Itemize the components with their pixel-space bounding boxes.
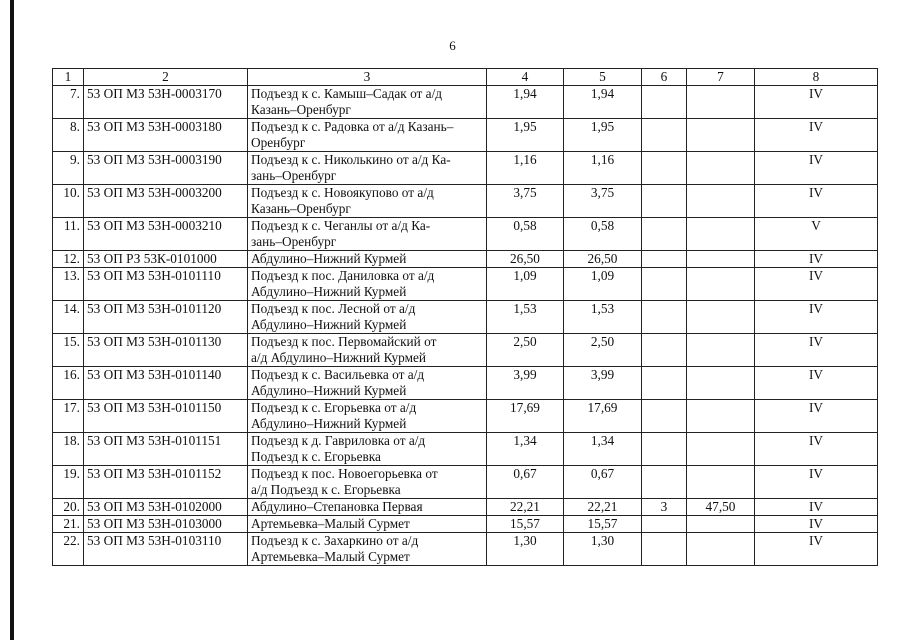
column-6-cell: [642, 400, 687, 433]
length-total-cell: 3,75: [564, 185, 642, 218]
table-row: [53, 533, 878, 566]
column-header-8: 8: [755, 69, 878, 86]
road-category-cell: IV: [755, 466, 878, 499]
road-name-line: Абдулино–Нижний Курмей: [251, 284, 407, 299]
row-number-cell: 7.: [53, 86, 84, 119]
table-row: [53, 433, 878, 466]
road-code-cell: 53 ОП МЗ 53Н-0102000: [84, 499, 248, 516]
column-6-cell: [642, 466, 687, 499]
road-category-cell: IV: [755, 516, 878, 533]
column-7-cell: 47,50: [687, 499, 755, 516]
length-total-cell: 3,99: [564, 367, 642, 400]
column-6-cell: [642, 119, 687, 152]
table-row: [53, 268, 878, 301]
road-name-line: Подъезд к с. Камыш–Садак от а/д: [251, 86, 443, 101]
road-name-cell: [248, 268, 487, 301]
road-name-line: Подъезд к с. Захаркино от а/д: [251, 533, 419, 548]
table-row: [53, 86, 878, 119]
table-row: [53, 367, 878, 400]
road-code-cell: 53 ОП МЗ 53Н-0003200: [84, 185, 248, 218]
column-7-cell: [687, 268, 755, 301]
column-6-cell: [642, 301, 687, 334]
road-name-cell: [248, 533, 487, 566]
row-number-cell: 19.: [53, 466, 84, 499]
road-code-cell: 53 ОП МЗ 53Н-0101130: [84, 334, 248, 367]
road-name-line: Подъезд к пос. Первомайский от: [251, 334, 437, 349]
road-name-line: Подъезд к с. Николькино от а/д Ка-: [251, 152, 451, 167]
road-name-line: Подъезд к пос. Лесной от а/д: [251, 301, 416, 316]
length-cell: 1,09: [487, 268, 564, 301]
table-row: [53, 400, 878, 433]
length-cell: 1,53: [487, 301, 564, 334]
row-number-cell: 14.: [53, 301, 84, 334]
row-number-cell: 13.: [53, 268, 84, 301]
table-row: [53, 466, 878, 499]
column-header-6: 6: [642, 69, 687, 86]
length-total-cell: 1,30: [564, 533, 642, 566]
length-total-cell: 1,95: [564, 119, 642, 152]
column-7-cell: [687, 301, 755, 334]
road-name-line: зань–Оренбург: [251, 168, 337, 183]
column-header-7: 7: [687, 69, 755, 86]
road-name-line: Подъезд к с. Васильевка от а/д: [251, 367, 425, 382]
column-7-cell: [687, 185, 755, 218]
page-number: 6: [449, 38, 456, 53]
row-number-cell: 9.: [53, 152, 84, 185]
road-name-line: зань–Оренбург: [251, 234, 337, 249]
road-name-line: Оренбург: [251, 135, 306, 150]
table-row: [53, 301, 878, 334]
road-code-cell: 53 ОП РЗ 53К-0101000: [84, 251, 248, 268]
road-code-cell: 53 ОП МЗ 53Н-0103110: [84, 533, 248, 566]
column-6-cell: [642, 218, 687, 251]
road-code-cell: 53 ОП МЗ 53Н-0003210: [84, 218, 248, 251]
row-number-cell: 17.: [53, 400, 84, 433]
column-7-cell: [687, 433, 755, 466]
column-7-cell: [687, 152, 755, 185]
road-code-cell: 53 ОП МЗ 53Н-0101150: [84, 400, 248, 433]
column-7-cell: [687, 367, 755, 400]
row-number-cell: 22.: [53, 533, 84, 566]
road-name-line: а/д Подъезд к с. Егорьевка: [251, 482, 401, 497]
road-code-cell: 53 ОП МЗ 53Н-0103000: [84, 516, 248, 533]
length-total-cell: 0,67: [564, 466, 642, 499]
road-category-cell: IV: [755, 268, 878, 301]
row-number-cell: 10.: [53, 185, 84, 218]
length-total-cell: 1,34: [564, 433, 642, 466]
road-category-cell: IV: [755, 400, 878, 433]
road-code-cell: 53 ОП МЗ 53Н-0003190: [84, 152, 248, 185]
road-name-line: Абдулино–Нижний Курмей: [251, 416, 407, 431]
column-6-cell: [642, 367, 687, 400]
column-6-cell: 3: [642, 499, 687, 516]
roads-table: [52, 68, 878, 566]
road-name-line: Казань–Оренбург: [251, 102, 351, 117]
column-7-cell: [687, 533, 755, 566]
length-cell: 2,50: [487, 334, 564, 367]
road-category-cell: IV: [755, 533, 878, 566]
length-cell: 3,75: [487, 185, 564, 218]
column-7-cell: [687, 218, 755, 251]
length-total-cell: 1,09: [564, 268, 642, 301]
table-row: [53, 251, 878, 268]
road-code-cell: 53 ОП МЗ 53Н-0101151: [84, 433, 248, 466]
length-cell: 22,21: [487, 499, 564, 516]
road-name-line: Подъезд к д. Гавриловка от а/д: [251, 433, 426, 448]
road-name-line: а/д Абдулино–Нижний Курмей: [251, 350, 427, 365]
road-name-cell: [248, 185, 487, 218]
table-row: [53, 185, 878, 218]
road-category-cell: IV: [755, 86, 878, 119]
column-header-2: 2: [84, 69, 248, 86]
length-total-cell: 26,50: [564, 251, 642, 268]
column-7-cell: [687, 516, 755, 533]
column-7-cell: [687, 119, 755, 152]
length-cell: 0,67: [487, 466, 564, 499]
road-name-line: Подъезд к с. Егорьевка: [251, 449, 381, 464]
length-total-cell: 1,16: [564, 152, 642, 185]
length-cell: 1,94: [487, 86, 564, 119]
road-category-cell: IV: [755, 367, 878, 400]
column-7-cell: [687, 400, 755, 433]
page-edge-bar: [10, 0, 14, 640]
road-category-cell: IV: [755, 334, 878, 367]
road-name-cell: [248, 301, 487, 334]
column-header-5: 5: [564, 69, 642, 86]
road-category-cell: IV: [755, 251, 878, 268]
road-category-cell: IV: [755, 119, 878, 152]
column-6-cell: [642, 185, 687, 218]
road-name-cell: [248, 334, 487, 367]
road-name-cell: [248, 516, 487, 533]
column-6-cell: [642, 86, 687, 119]
column-6-cell: [642, 251, 687, 268]
table-row: [53, 218, 878, 251]
road-name-line: Артемьевка–Малый Сурмет: [251, 516, 410, 531]
table-row: [53, 516, 878, 533]
road-name-line: Абдулино–Нижний Курмей: [251, 251, 407, 266]
road-name-cell: [248, 119, 487, 152]
road-name-line: Подъезд к с. Новоякупово от а/д: [251, 185, 434, 200]
column-6-cell: [642, 268, 687, 301]
length-total-cell: 1,53: [564, 301, 642, 334]
column-6-cell: [642, 516, 687, 533]
road-name-cell: [248, 152, 487, 185]
road-name-line: Подъезд к пос. Новоегорьевка от: [251, 466, 438, 481]
road-name-cell: [248, 499, 487, 516]
row-number-cell: 15.: [53, 334, 84, 367]
column-6-cell: [642, 533, 687, 566]
road-name-line: Артемьевка–Малый Сурмет: [251, 549, 410, 564]
column-header-3: 3: [248, 69, 487, 86]
row-number-cell: 16.: [53, 367, 84, 400]
length-total-cell: 22,21: [564, 499, 642, 516]
road-name-cell: [248, 367, 487, 400]
road-code-cell: 53 ОП МЗ 53Н-0101110: [84, 268, 248, 301]
column-header-1: 1: [53, 69, 84, 86]
road-name-cell: [248, 433, 487, 466]
table-row: [53, 334, 878, 367]
road-name-line: Абдулино–Нижний Курмей: [251, 383, 407, 398]
road-name-line: Подъезд к пос. Даниловка от а/д: [251, 268, 435, 283]
road-name-line: Абдулино–Нижний Курмей: [251, 317, 407, 332]
length-cell: 1,34: [487, 433, 564, 466]
road-name-line: Казань–Оренбург: [251, 201, 351, 216]
length-total-cell: 2,50: [564, 334, 642, 367]
road-name-cell: [248, 400, 487, 433]
table-body: [53, 86, 878, 566]
road-name-line: Подъезд к с. Радовка от а/д Казань–: [251, 119, 454, 134]
road-name-line: Подъезд к с. Егорьевка от а/д: [251, 400, 417, 415]
column-header-4: 4: [487, 69, 564, 86]
road-code-cell: 53 ОП МЗ 53Н-0101120: [84, 301, 248, 334]
length-cell: 1,95: [487, 119, 564, 152]
row-number-cell: 21.: [53, 516, 84, 533]
table-row: [53, 119, 878, 152]
road-name-cell: [248, 466, 487, 499]
length-cell: 26,50: [487, 251, 564, 268]
road-category-cell: IV: [755, 152, 878, 185]
road-category-cell: IV: [755, 185, 878, 218]
length-cell: 1,16: [487, 152, 564, 185]
road-category-cell: IV: [755, 499, 878, 516]
column-7-cell: [687, 86, 755, 119]
road-code-cell: 53 ОП МЗ 53Н-0003180: [84, 119, 248, 152]
column-7-cell: [687, 466, 755, 499]
row-number-cell: 8.: [53, 119, 84, 152]
road-code-cell: 53 ОП МЗ 53Н-0101140: [84, 367, 248, 400]
road-name-cell: [248, 251, 487, 268]
column-6-cell: [642, 334, 687, 367]
column-6-cell: [642, 152, 687, 185]
length-cell: 1,30: [487, 533, 564, 566]
road-name-cell: [248, 218, 487, 251]
length-total-cell: 17,69: [564, 400, 642, 433]
length-total-cell: 15,57: [564, 516, 642, 533]
table-row: [53, 152, 878, 185]
column-7-cell: [687, 334, 755, 367]
row-number-cell: 20.: [53, 499, 84, 516]
row-number-cell: 11.: [53, 218, 84, 251]
length-total-cell: 0,58: [564, 218, 642, 251]
road-category-cell: V: [755, 218, 878, 251]
road-code-cell: 53 ОП МЗ 53Н-0101152: [84, 466, 248, 499]
road-code-cell: 53 ОП МЗ 53Н-0003170: [84, 86, 248, 119]
length-total-cell: 1,94: [564, 86, 642, 119]
road-category-cell: IV: [755, 433, 878, 466]
column-6-cell: [642, 433, 687, 466]
length-cell: 15,57: [487, 516, 564, 533]
row-number-cell: 12.: [53, 251, 84, 268]
table-row: [53, 499, 878, 516]
length-cell: 0,58: [487, 218, 564, 251]
road-name-cell: [248, 86, 487, 119]
road-category-cell: IV: [755, 301, 878, 334]
row-number-cell: 18.: [53, 433, 84, 466]
length-cell: 17,69: [487, 400, 564, 433]
column-7-cell: [687, 251, 755, 268]
header-row: [53, 69, 878, 86]
road-name-line: Абдулино–Степановка Первая: [251, 499, 423, 514]
length-cell: 3,99: [487, 367, 564, 400]
road-name-line: Подъезд к с. Чеганлы от а/д Ка-: [251, 218, 431, 233]
